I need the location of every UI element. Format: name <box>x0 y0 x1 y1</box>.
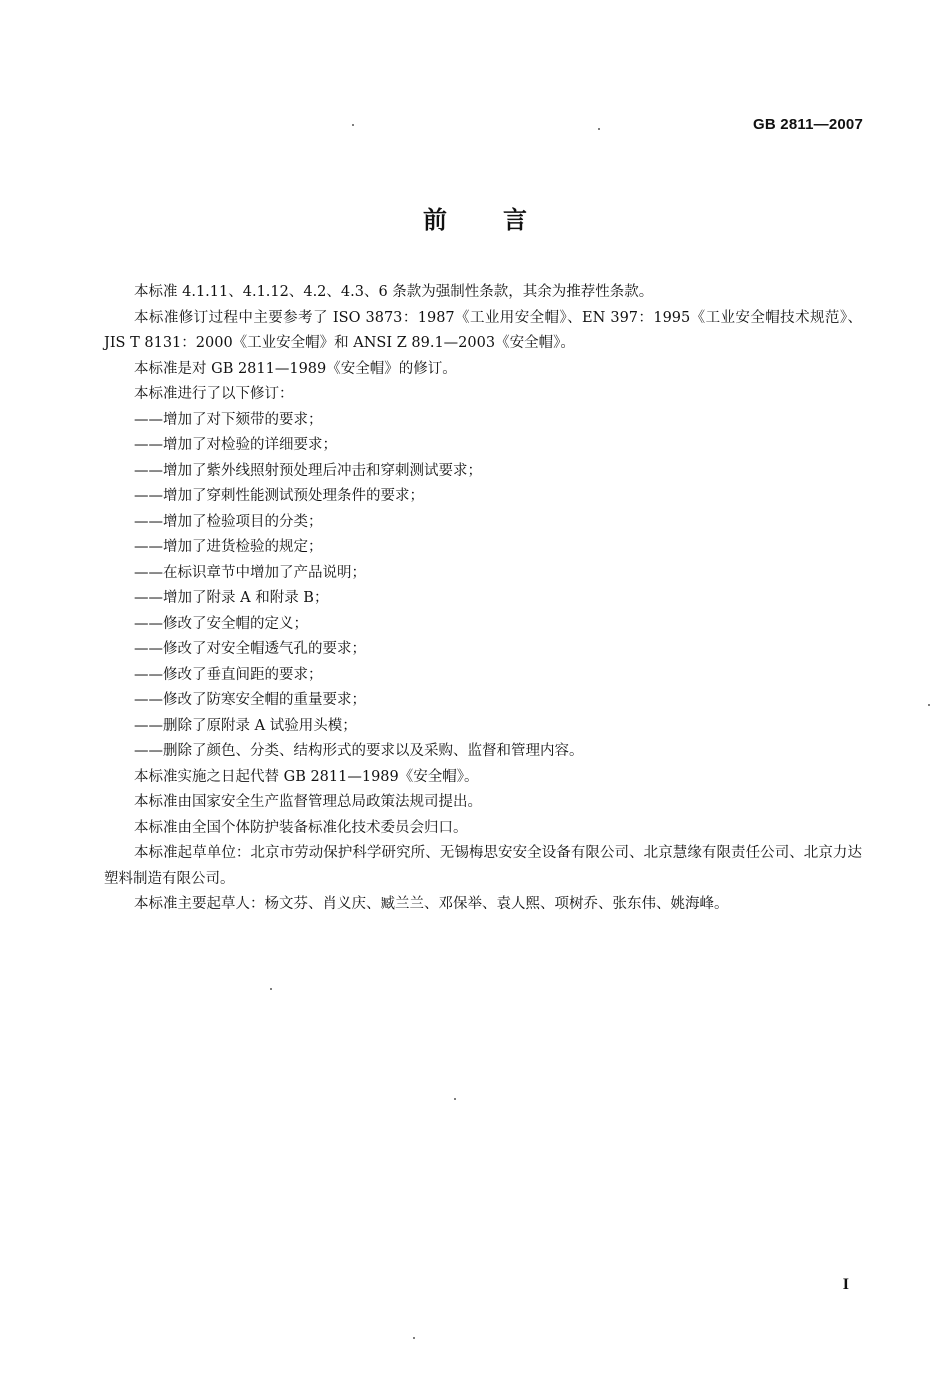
paragraph-mandatory-clauses: 本标准 4.1.11、4.1.12、4.2、4.3、6 条款为强制性条款，其余为推荐性条款。 <box>134 284 654 300</box>
scan-speck <box>270 988 272 990</box>
standard-code: GB 2811—2007 <box>753 116 863 133</box>
revision-item: ——增加了进货检验的规定； <box>134 539 323 555</box>
revision-item: ——修改了垂直间距的要求； <box>134 666 323 683</box>
revision-item: ——增加了检验项目的分类； <box>134 513 323 530</box>
revision-item: ——修改了对安全帽透气孔的要求； <box>134 641 366 657</box>
scan-speck <box>352 124 354 126</box>
paragraph-references: 本标准修订过程中主要参考了 ISO 3873：1987《工业用安全帽》、EN 397：1995《工业安全帽技术规范》、JIS T 8131：2000《工业安全帽》和 ANSI Z 89.1—2003《安全帽》。 <box>104 309 862 351</box>
paragraph-proposed-by: 本标准由国家安全生产监督管理总局政策法规司提出。 <box>134 794 482 810</box>
paragraph-replaces: 本标准实施之日起代替 GB 2811—1989《安全帽》。 <box>134 768 479 785</box>
page-number: I <box>842 1276 849 1293</box>
scan-speck <box>454 1098 456 1100</box>
paragraph-revision-of: 本标准是对 GB 2811—1989《安全帽》的修订。 <box>134 360 457 377</box>
revision-item: ——增加了对检验的详细要求； <box>134 437 337 453</box>
revision-item: ——增加了穿刺性能测试预处理条件的要求； <box>134 488 424 504</box>
revision-item: ——删除了颜色、分类、结构形式的要求以及采购、监督和管理内容。 <box>134 743 584 759</box>
paragraph-revisions-intro: 本标准进行了以下修订： <box>134 386 294 402</box>
scan-speck <box>598 128 600 130</box>
revision-item: ——修改了安全帽的定义； <box>134 615 308 632</box>
scan-speck <box>413 1337 415 1339</box>
paragraph-drafting-units: 本标准起草单位：北京市劳动保护科学研究所、无锡梅思安安全设备有限公司、北京慧缘有限责任公司、北京力达塑料制造有限公司。 <box>104 845 862 887</box>
revision-item: ——在标识章节中增加了产品说明； <box>134 564 366 581</box>
foreword-body <box>104 280 862 918</box>
scan-speck <box>928 704 930 706</box>
revision-item: ——修改了防寒安全帽的重量要求； <box>134 692 366 708</box>
title-char-2: 言 <box>503 206 527 234</box>
revision-item: ——增加了附录 A 和附录 B； <box>134 590 329 606</box>
page-title <box>0 200 950 235</box>
revision-item: ——删除了原附录 A 试验用头模； <box>134 717 357 734</box>
paragraph-drafters: 本标准主要起草人：杨文芬、肖义庆、臧兰兰、邓保举、袁人熙、项树乔、张东伟、姚海峰。 <box>134 896 729 912</box>
revision-item: ——增加了紫外线照射预处理后冲击和穿刺测试要求； <box>134 462 482 479</box>
revision-item: ——增加了对下颏带的要求； <box>134 411 323 428</box>
paragraph-centralized-by: 本标准由全国个体防护装备标准化技术委员会归口。 <box>134 819 468 836</box>
title-char-1: 前 <box>423 206 447 234</box>
